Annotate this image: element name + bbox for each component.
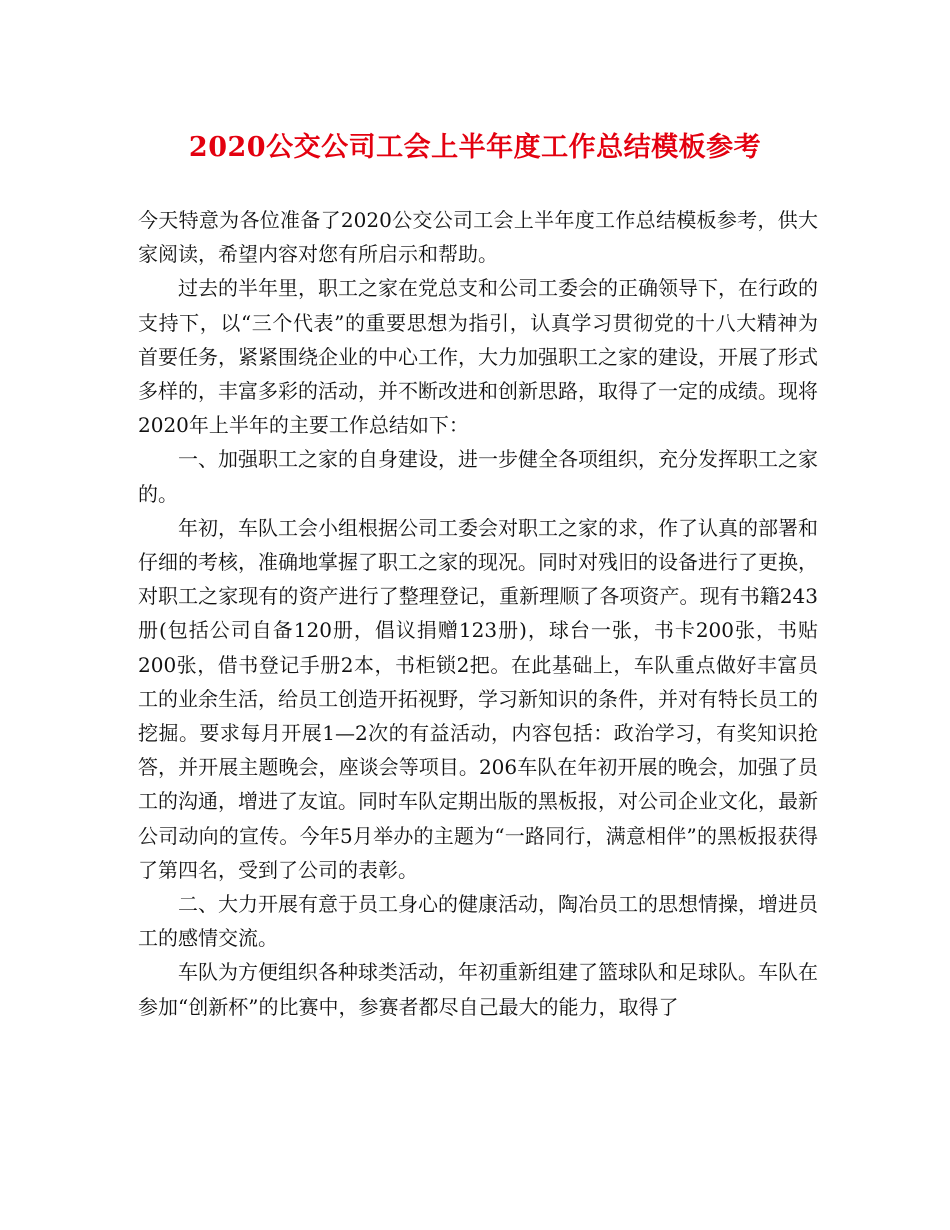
section-heading-1: 一、加强职工之家的自身建设，进一步健全各项组织，充分发挥职工之家的。 xyxy=(138,447,818,506)
document-body xyxy=(138,203,818,1024)
paragraph-intro: 今天特意为各位准备了2020公交公司工会上半年度工作总结模板参考，供大家阅读，希望内容对您有所启示和帮助。 xyxy=(138,208,818,267)
paragraph-overview: 过去的半年里，职工之家在党总支和公司工委会的正确领导下，在行政的支持下，以“三个代表”的重要思想为指引，认真学习贯彻党的十八大精神为首要任务，紧紧围绕企业的中心工作，大力加强职工之家的建设，开展了形式多样的，丰富多彩的活动，并不断改进和创新思路，取得了一定的成绩。现将2020年上半年的主要工作总结如下： xyxy=(138,276,818,438)
section-heading-2: 二、大力开展有意于员工身心的健康活动，陶冶员工的思想情操，增进员工的感情交流。 xyxy=(138,892,818,951)
paragraph-section-1: 年初，车队工会小组根据公司工委会对职工之家的求，作了认真的部署和仔细的考核，准确地掌握了职工之家的现况。同时对残旧的设备进行了更换，对职工之家现有的资产进行了整理登记，重新理顺了各项资产。现有书籍243册(包括公司自备120册，倡议捐赠123册)，球台一张，书卡200张，书贴200张，借书登记手册2本，书柜锁2把。在此基础上，车队重点做好丰富员工的业余生活，给员工创造开拓视野，学习新知识的条件，并对有特长员工的挖掘。要求每月开展1—2次的有益活动，内容包括：政治学习，有奖知识抢答，并开展主题晚会，座谈会等项目。206车队在年初开展的晚会，加强了员工的沟通，增进了友谊。同时车队定期出版的黑板报，对公司企业文化，最新公司动向的宣传。今年5月举办的主题为“一路同行，满意相伴”的黑板报获得了第四名，受到了公司的表彰。 xyxy=(138,515,818,882)
paragraph-section-2: 车队为方便组织各种球类活动，年初重新组建了篮球队和足球队。车队在参加“创新杯”的比赛中，参赛者都尽自己最大的能力，取得了 xyxy=(138,960,818,1019)
document-title: 2020公交公司工会上半年度工作总结模板参考 xyxy=(188,132,762,163)
